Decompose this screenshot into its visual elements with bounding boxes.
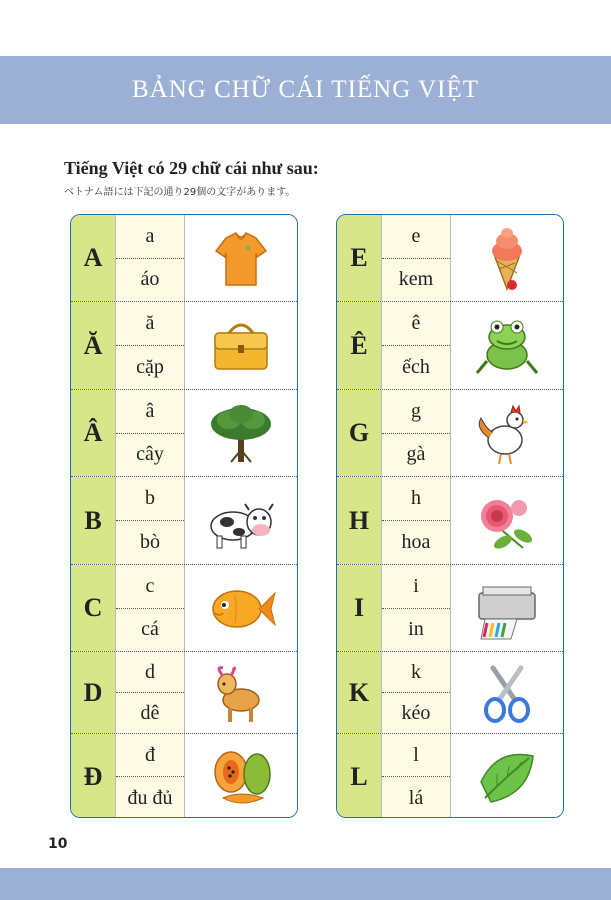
sound-label: c bbox=[116, 565, 184, 609]
rooster-icon bbox=[451, 390, 563, 476]
alphabet-row bbox=[337, 734, 563, 818]
sound-label: b bbox=[116, 477, 184, 521]
intro-vietnamese: Tiếng Việt có 29 chữ cái như sau: bbox=[64, 158, 319, 178]
sound-label: l bbox=[382, 734, 450, 777]
sound-label: đ bbox=[116, 734, 184, 777]
letter-cell: D bbox=[71, 652, 116, 733]
sound-label: a bbox=[116, 215, 184, 259]
alphabet-row bbox=[71, 734, 297, 818]
sound-label: e bbox=[382, 215, 450, 259]
word-cell bbox=[116, 652, 185, 733]
bag-icon bbox=[185, 302, 297, 389]
word-cell bbox=[382, 652, 451, 733]
word-cell bbox=[116, 734, 185, 818]
sound-label: g bbox=[382, 390, 450, 434]
letter-cell: G bbox=[337, 390, 382, 476]
intro bbox=[64, 158, 319, 198]
papaya-icon bbox=[185, 734, 297, 818]
example-word: kéo bbox=[401, 701, 431, 724]
word-cell bbox=[116, 215, 185, 301]
alphabet-row bbox=[71, 302, 297, 390]
alphabet-row bbox=[337, 477, 563, 565]
example-word: cây bbox=[136, 443, 164, 466]
letter-cell: K bbox=[337, 652, 382, 733]
word-cell bbox=[382, 565, 451, 651]
alphabet-row bbox=[71, 477, 297, 565]
word-cell bbox=[116, 302, 185, 389]
alphabet-row bbox=[71, 565, 297, 652]
example-word: bò bbox=[140, 531, 160, 553]
goat-icon bbox=[185, 652, 297, 733]
page-number: 10 bbox=[48, 836, 68, 852]
cow-icon bbox=[185, 477, 297, 564]
letter-cell: L bbox=[337, 734, 382, 818]
letter-cell: Ê bbox=[337, 302, 382, 389]
leaf-icon bbox=[451, 734, 563, 818]
scissors-icon bbox=[451, 652, 563, 733]
example-word: in bbox=[408, 618, 424, 641]
word-cell bbox=[116, 565, 185, 651]
letter-cell: E bbox=[337, 215, 382, 301]
alphabet-table-left bbox=[70, 214, 298, 818]
word-cell bbox=[382, 302, 451, 389]
alphabet-row bbox=[71, 215, 297, 302]
alphabet-table-right bbox=[336, 214, 564, 818]
example-word: gà bbox=[406, 443, 426, 466]
letter-cell: Â bbox=[71, 390, 116, 476]
alphabet-row bbox=[337, 390, 563, 477]
sound-label: h bbox=[382, 477, 450, 521]
sound-label: â bbox=[116, 390, 184, 434]
alphabet-row bbox=[71, 652, 297, 734]
letter-cell: C bbox=[71, 565, 116, 651]
header-banner bbox=[0, 56, 611, 124]
example-word: đu đủ bbox=[127, 786, 173, 809]
sound-label: ă bbox=[116, 302, 184, 346]
example-word: kem bbox=[398, 268, 434, 291]
letter-cell: I bbox=[337, 565, 382, 651]
printer-icon bbox=[451, 565, 563, 651]
example-word: cá bbox=[141, 618, 159, 641]
sound-label: i bbox=[382, 565, 450, 609]
alphabet-row bbox=[337, 652, 563, 734]
example-word: hoa bbox=[401, 531, 431, 553]
footer-bar bbox=[0, 868, 611, 900]
word-cell bbox=[116, 390, 185, 476]
alphabet-row bbox=[337, 565, 563, 652]
letter-cell: H bbox=[337, 477, 382, 564]
word-cell bbox=[382, 734, 451, 818]
letter-cell: Ă bbox=[71, 302, 116, 389]
alphabet-row bbox=[337, 302, 563, 390]
word-cell bbox=[116, 477, 185, 564]
example-word: dê bbox=[140, 701, 160, 724]
letter-cell: A bbox=[71, 215, 116, 301]
letter-cell: Đ bbox=[71, 734, 116, 818]
letter-cell: B bbox=[71, 477, 116, 564]
example-word: lá bbox=[408, 786, 424, 809]
alphabet-row bbox=[337, 215, 563, 302]
page-title: BẢNG CHỮ CÁI TIẾNG VIỆT bbox=[131, 76, 479, 103]
sound-label: ê bbox=[382, 302, 450, 346]
alphabet-row bbox=[71, 390, 297, 477]
sound-label: k bbox=[382, 652, 450, 693]
sound-label: d bbox=[116, 652, 184, 693]
ice-cream-icon bbox=[451, 215, 563, 301]
example-word: cặp bbox=[136, 356, 164, 378]
tree-icon bbox=[185, 390, 297, 476]
word-cell bbox=[382, 215, 451, 301]
intro-japanese: ベトナム語には下記の通り29個の文字があります。 bbox=[64, 187, 296, 198]
shirt-icon bbox=[185, 215, 297, 301]
word-cell bbox=[382, 390, 451, 476]
example-word: áo bbox=[140, 268, 160, 291]
flower-icon bbox=[451, 477, 563, 564]
word-cell bbox=[382, 477, 451, 564]
example-word: ếch bbox=[402, 356, 430, 378]
frog-icon bbox=[451, 302, 563, 389]
fish-icon bbox=[185, 565, 297, 651]
